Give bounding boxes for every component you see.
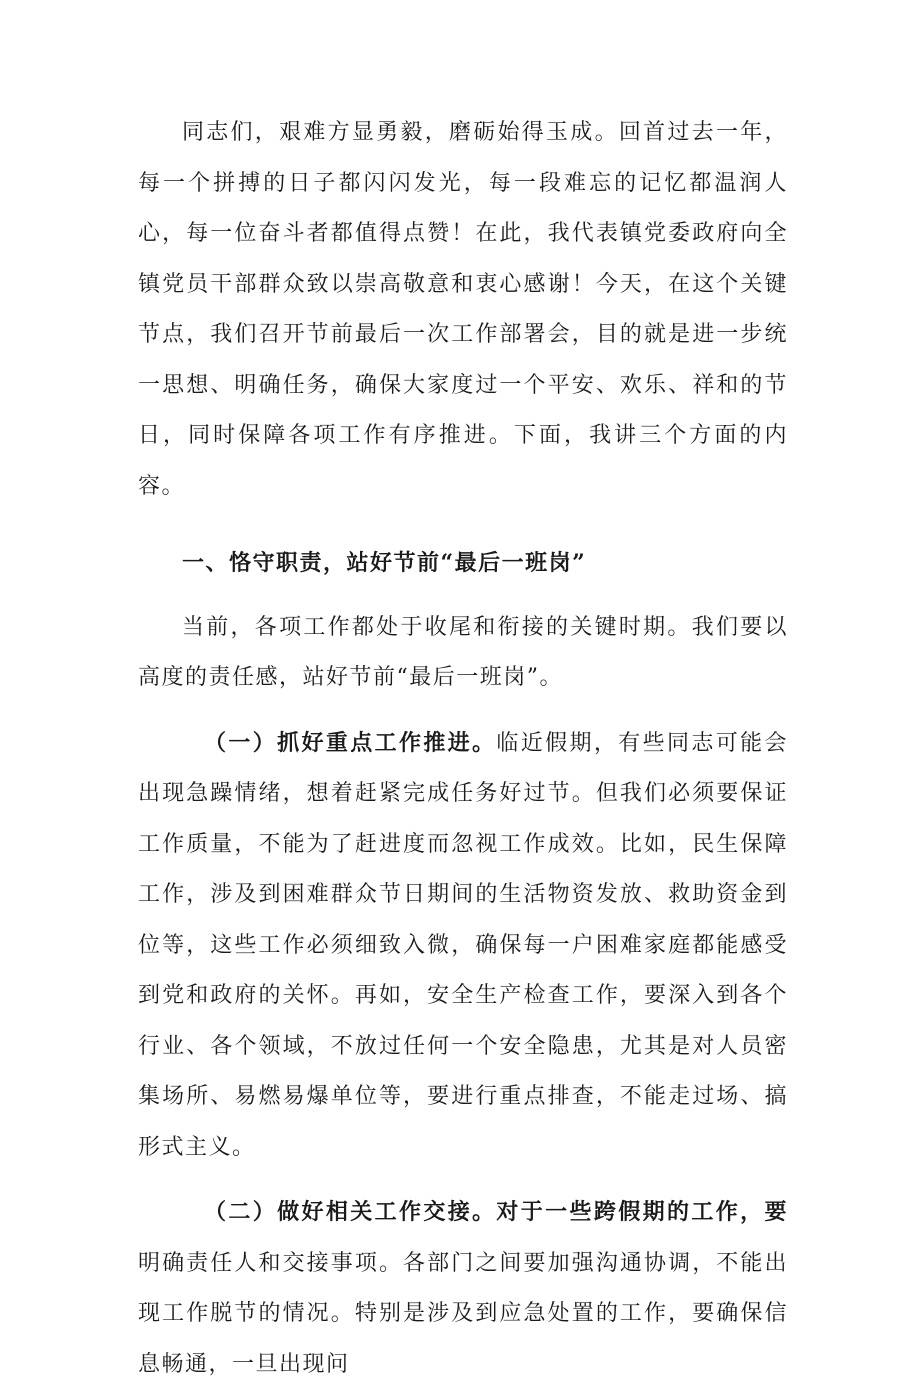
item-2-lead: （二）做好相关工作交接。对于一些跨假期的工作，要 xyxy=(204,1199,788,1225)
section-1-intro-paragraph: 当前，各项工作都处于收尾和衔接的关键时期。我们要以高度的责任感，站好节前“最后一班岗”。 xyxy=(138,614,788,690)
document-body xyxy=(138,108,788,1390)
item-2-paragraph xyxy=(138,1187,788,1390)
item-1-body: 临近假期，有些同志可能会出现急躁情绪，想着赶紧完成任务好过节。但我们必须要保证工作质量，不能为了赶进度而忽视工作成效。比如，民生保障工作，涉及到困难群众节日期间的生活物资发放、救助资金到位等，这些工作必须细致入微，确保每一户困难家庭都能感受到党和政府的关怀。再如，安全生产检查工作，要深入到各个行业、各个领域，不放过任何一个安全隐患，尤其是对人员密集场所、易燃易爆单位等，要进行重点排查，不能走过场、搞形式主义。 xyxy=(138,730,788,1160)
paragraph-gap xyxy=(138,512,788,526)
paragraph-gap xyxy=(138,1173,788,1187)
intro-paragraph: 同志们，艰难方显勇毅，磨砺始得玉成。回首过去一年，每一个拼搏的日子都闪闪发光，每一段难忘的记忆都温润人心，每一位奋斗者都值得点赞！在此，我代表镇党委政府向全镇党员干部群众致以崇高敬意和衷心感谢！今天，在这个关键节点，我们召开节前最后一次工作部署会，目的就是进一步统一思想、明确任务，确保大家度过一个平安、欢乐、祥和的节日，同时保障各项工作有序推进。下面，我讲三个方面的内容。 xyxy=(138,120,788,499)
item-1-lead: （一）抓好重点工作推进。 xyxy=(204,729,497,756)
item-2-body: 明确责任人和交接事项。各部门之间要加强沟通协调，不能出现工作脱节的情况。特别是涉及到应急处置的工作，要确保信息畅通，一旦出现问 xyxy=(138,1250,788,1377)
section-heading-1: 一、恪守职责，站好节前“最后一班岗” xyxy=(182,550,587,576)
paragraph-gap xyxy=(138,704,788,718)
paragraph-gap xyxy=(138,589,788,603)
item-1-paragraph xyxy=(138,718,788,1174)
